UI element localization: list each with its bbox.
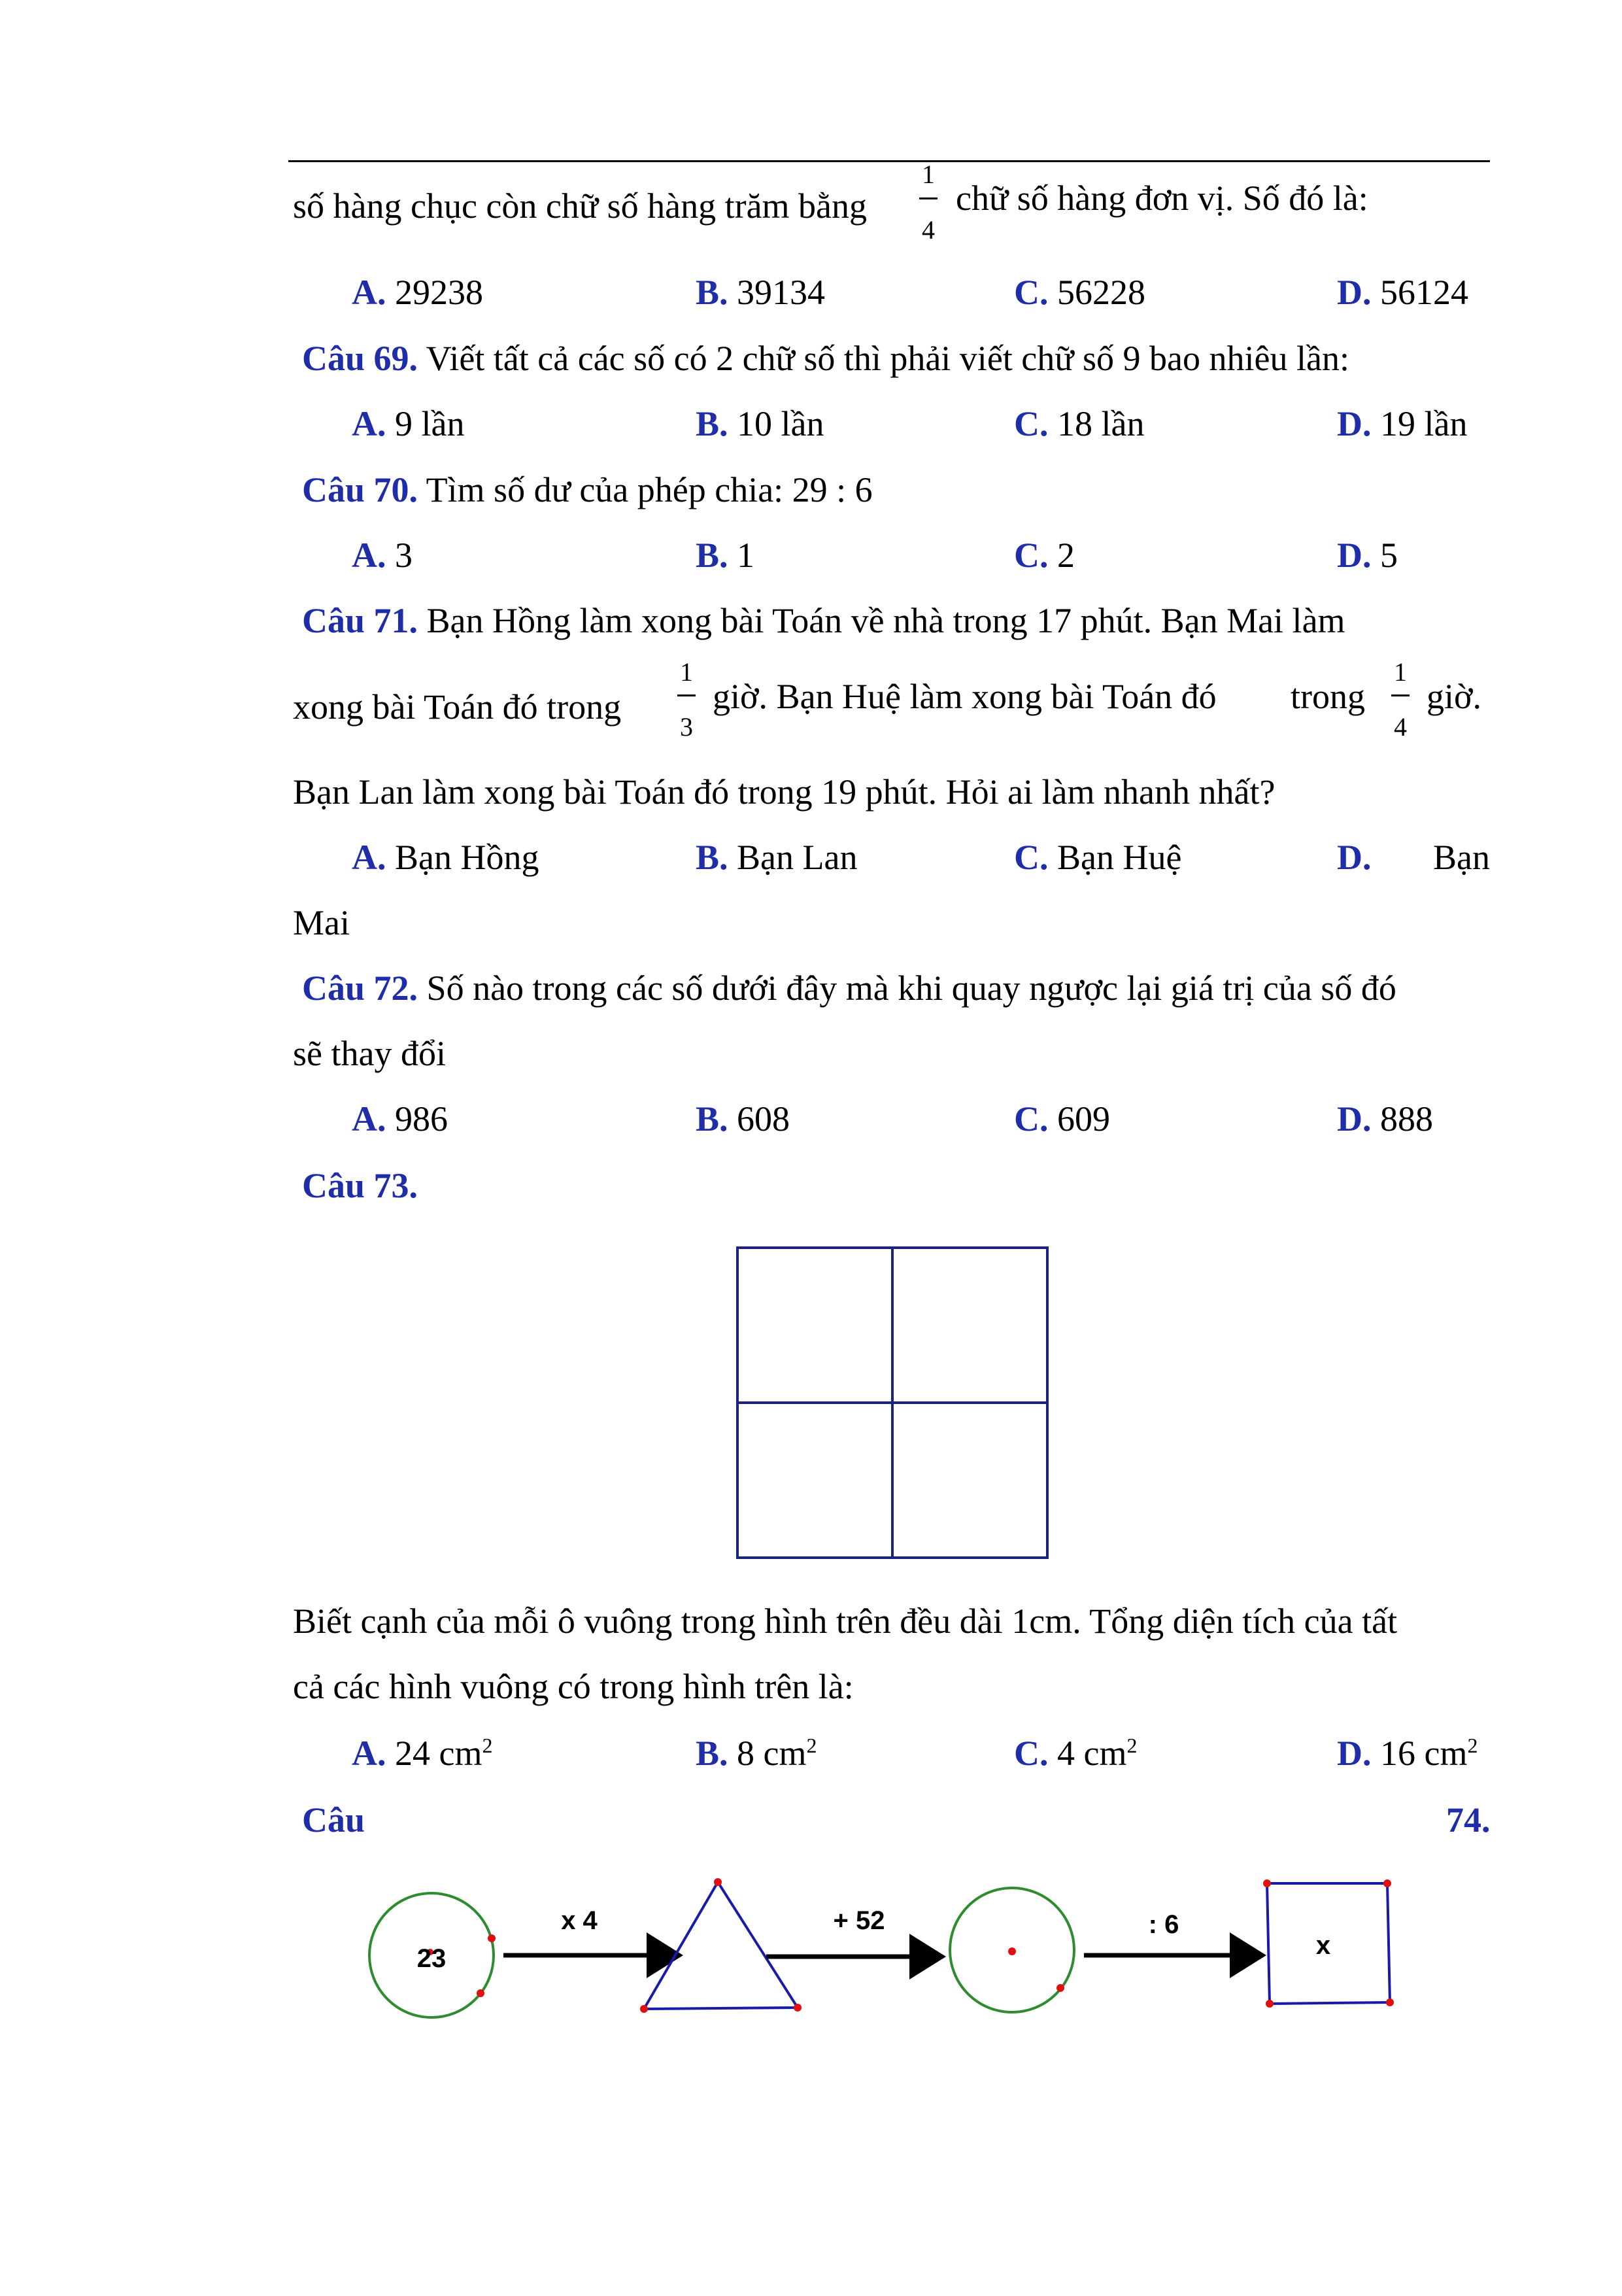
- q71-line-2b: giờ. Bạn Huệ làm xong bài Toán đó: [713, 677, 1217, 716]
- q68-frac-num: 1: [922, 160, 935, 189]
- q72-option-c: C. 609: [1014, 1099, 1110, 1139]
- q74-start-circle: [369, 1893, 496, 2017]
- q71-frac1-bar: [677, 694, 696, 696]
- q69-option-b: B. 10 lần: [696, 404, 824, 443]
- q71-frac2-num: 1: [1394, 657, 1407, 687]
- q73-line-1: Biết cạnh của mỗi ô vuông trong hình trên đều dài 1cm. Tổng diện tích của tất: [293, 1602, 1398, 1641]
- q70-question: Câu 70. Tìm số dư của phép chia: 29 : 6: [302, 470, 873, 509]
- q71-frac1-num: 1: [680, 657, 693, 687]
- q68-line-b: chữ số hàng đơn vị. Số đó là:: [956, 179, 1368, 218]
- q72-option-a: A. 986: [352, 1099, 448, 1139]
- q74-label-left: Câu: [302, 1800, 365, 1840]
- q71-option-d-letter: D.: [1337, 838, 1372, 877]
- q74-middle-circle: [950, 1888, 1074, 2012]
- q69-option-a: A. 9 lần: [352, 404, 465, 443]
- q68-frac-den: 4: [922, 215, 935, 245]
- q72-option-d: D. 888: [1337, 1099, 1433, 1139]
- q71-option-d-text: Bạn: [1433, 838, 1490, 877]
- q74-label-right: 74.: [1446, 1800, 1491, 1840]
- q74-flow-diagram: [353, 1870, 1464, 2040]
- q68-option-a: A. 29238: [352, 273, 483, 312]
- q71-option-c: C. Bạn Huệ: [1014, 838, 1182, 877]
- q70-option-a: A. 3: [352, 536, 413, 575]
- q72-line-1: Câu 72. Số nào trong các số dưới đây mà khi quay ngược lại giá trị của số đó: [302, 968, 1396, 1008]
- q69-question: Câu 69. Viết tất cả các số có 2 chữ số thì phải viết chữ số 9 bao nhiêu lần:: [302, 339, 1349, 378]
- q71-line-3: Bạn Lan làm xong bài Toán đó trong 19 phút. Hỏi ai làm nhanh nhất?: [293, 772, 1276, 812]
- q74-triangle: [640, 1878, 802, 2013]
- q74-op-2: + 52: [833, 1906, 885, 1935]
- q71-line-2a: xong bài Toán đó trong: [293, 687, 622, 727]
- q73-line-2: cả các hình vuông có trong hình trên là:: [293, 1667, 854, 1706]
- q69-option-d: D. 19 lần: [1337, 404, 1468, 443]
- q71-line-2d: giờ.: [1427, 677, 1482, 716]
- q74-end-square: [1263, 1879, 1394, 2008]
- q71-line-1: Câu 71. Bạn Hồng làm xong bài Toán về nhà trong 17 phút. Bạn Mai làm: [302, 601, 1345, 640]
- q68-frac-bar: [919, 197, 938, 199]
- q71-option-b: B. Bạn Lan: [696, 838, 858, 877]
- q70-option-d: D. 5: [1337, 536, 1398, 575]
- q74-end-value: x: [1315, 1931, 1331, 1960]
- q73-option-a: A. 24 $cm^2$: [352, 1734, 493, 1773]
- q68-option-c: C. 56228: [1014, 273, 1145, 312]
- q71-frac1-den: 3: [680, 712, 693, 742]
- q73-square-grid: [732, 1242, 1053, 1563]
- q73-option-c: C. 4 $cm^2$: [1014, 1734, 1138, 1773]
- q68-option-d: D. 56124: [1337, 273, 1468, 312]
- q71-line-2c: trong: [1291, 677, 1365, 716]
- q70-option-b: B. 1: [696, 536, 755, 575]
- header-rule: [288, 160, 1490, 162]
- q74-op-1: x 4: [561, 1906, 598, 1935]
- q73-label: Câu 73.: [302, 1166, 418, 1205]
- q73-option-b: B. 8 $cm^2$: [696, 1734, 817, 1773]
- q72-line-2: sẽ thay đổi: [293, 1034, 446, 1073]
- q74-op-3: : 6: [1148, 1910, 1179, 1939]
- q74-start-value: 23: [416, 1944, 447, 1973]
- q71-option-a: A. Bạn Hồng: [352, 838, 539, 877]
- q69-option-c: C. 18 lần: [1014, 404, 1145, 443]
- q73-option-d: D. 16 $cm^2$: [1337, 1734, 1478, 1773]
- q70-option-c: C. 2: [1014, 536, 1075, 575]
- q71-frac2-den: 4: [1394, 712, 1407, 742]
- q68-line-a: số hàng chục còn chữ số hàng trăm bằng: [293, 186, 868, 226]
- q71-frac2-bar: [1391, 694, 1410, 696]
- q72-option-b: B. 608: [696, 1099, 790, 1139]
- q71-option-d-wrap: Mai: [293, 903, 350, 942]
- q68-option-b: B. 39134: [696, 273, 826, 312]
